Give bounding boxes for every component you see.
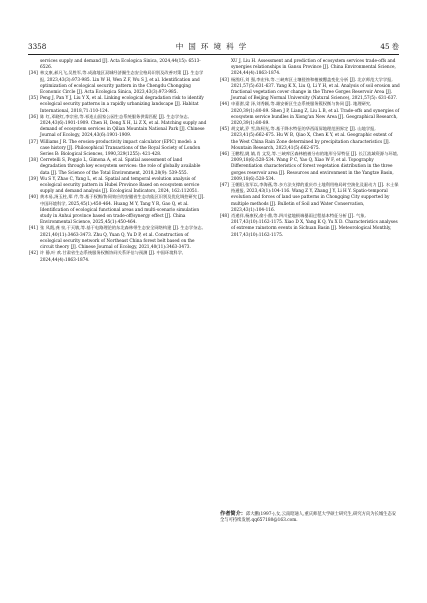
reference-entry [29, 195, 207, 226]
reference-number: [43] [220, 77, 229, 83]
reference-entry [29, 226, 207, 251]
reference-list-left [29, 71, 207, 263]
reference-entry [220, 183, 400, 214]
reference-number: [37] [29, 139, 38, 145]
right-column [220, 59, 400, 239]
page-header [28, 40, 399, 54]
reference-number: [34] [29, 71, 38, 77]
reference-text: 胡文斌,乔 雪,陈柯光,等.基于降水特征的华西雨屏地理范围界定 [J]. 山地学报, 2023,41(5):662-675. Hu W B, Qiao X, Chen K Y, et al. Geographic extent of the West China Rain Zone determined by precipitation characteristics [J]. Mountain Research, 2023,41(5):662-675. [231, 127, 393, 151]
reference-entry [220, 78, 400, 103]
reference-number: [47] [220, 183, 229, 189]
reference-entry [29, 115, 207, 140]
reference-continuation: services supply and demand [J]. Acta Ecologica Sinica, 2024,44(15): 6513-6526. [40, 59, 201, 71]
author-intro-text: 邱大鹏(1997-),女,云南昭通人,重庆师范大学硕士研究生,研究方向为长城生态安全与可持续发展.qq657180@163.com. [220, 512, 397, 524]
volume-label: 45 卷 [380, 42, 399, 51]
reference-text: 陈 红,邓晓红,李宗省,等.祁连山国家公园生态系统服务供需匹配 [J]. 生态学杂志, 2024,43(6):1901-1909. Chen H, Deng X H, Li Z X, et al. Matching supply and demand of ecosystem services in Qilian Mountain National Park [J]. Chinese Journal of Ecology, 2024,43(6):1901-1909. [40, 114, 207, 139]
header-rule [28, 54, 399, 55]
reference-text: 申嘉澍,梁 泽,刘秀颖,等.雄安新区生态系统服务簇权衡与协同 [J]. 地理研究, 2020,39(1):80-89. Shen J P, Liang Z, Liu L B, et al. Trade-offs and synergies of ecosystem service bundles in Xiong'an New Area [J]. Geographical Research, 2020,39(1):80-89. [231, 102, 400, 127]
journal-title: 中国环境科学 [175, 42, 252, 51]
reference-entry [29, 158, 207, 177]
reference-number: [46] [220, 152, 229, 158]
reference-number: [36] [29, 114, 38, 120]
reference-number: [39] [29, 176, 38, 182]
reference-entry [220, 127, 400, 152]
reference-text: 许 静,叶 欢.甘肃省生态系统服务权衡协同关系评估与预测 [J]. 中国环境科学, 2024,44(4):1863-1874. [40, 251, 184, 263]
reference-text: 杨凯旺,刘 强,李宏伟,等.三峡库区土壤侵蚀和植被覆盖变化分析 [J]. 北京师范大学学报, 2021,57(5):631-637. Yang K X, Liu Q, Li Y H, et al. Analysis of soil erosion and fractional vegetation cover change in the Three Gorges Reservoir Area [J]. Journal of Beijing Normal University (Natural Science), 2021,57(5): 631-637. [231, 77, 400, 102]
author-introduction [220, 511, 400, 525]
reference-number: [44] [220, 102, 229, 108]
left-column [29, 59, 207, 264]
reference-continuation: XU J, Liu H. Assessment and prediction of ecosystem services trade-offs and synergies relationships in Gansu Province [J]. China Environmental Science, 2024,44(4):1863-1874. [231, 59, 396, 77]
reference-number: [45] [220, 127, 229, 133]
reference-text: Peng J, Pan Y J, Liu Y X, et al. Linking ecological degradation risk to identify ecological security patterns in a rapidly urbanizing landscape [J]. Habitat International, 2018,71:110-124. [40, 96, 204, 114]
reference-text: 肖递祥,杨康权,俞小鼎,等.四川盆地极端暴雨过程基本特征分析 [J]. 气象, 2017,43(10):1162-1175. Xiao D X, Yang K Q, Yu X D. Characteristics analyses of extreme rainstorm events in Sichuan Basin [J]. Meteorological Monthly, 2017,43(10):1162-1175. [231, 214, 398, 238]
reference-text: 张 凤霞,龚 泉,于天敏,等.基于电路理论的东北森林带生态安全网络构建 [J]. 生态学杂志, 2021,40(11):3463-3473. Zhu Q, Yuan Q, Yu D P, et al. Construction of ecological security network of Northeast China forest belt based on the circuit theory [J]. Chinese Journal of Ecology, 2021,40(11):3463-3473. [40, 226, 204, 251]
reference-text: Cerretelli S, Poggio L, Gimona A, et al. Spatial assessment of land degradation through key ecosystem services: the role of globally available data [J]. The Science of the Total Environment, 2018,28(9): 539-555. [40, 158, 201, 176]
reference-entry [29, 96, 207, 115]
page-number: 3358 [28, 42, 47, 51]
author-intro-label: 作者简介： [220, 511, 246, 517]
reference-text: Wu S Y, Zhao C, Yang L, et al. Spatial and temporal evolution analysis of ecological security pattern in Hubei Province Based on ecosystem service supply and demand analysis [J]. Ecological Indicators, 2024, 162:112051. [40, 176, 200, 195]
reference-text: Williams J R. The erosion-productivity impact calculator (EPIC) model: a case history [J]. Philosophical Transactions of the Royal Society of London Series B: Biological Sciences, 1990,329(1255): 421-428. [40, 139, 201, 158]
reference-entry [29, 140, 207, 159]
reference-number: [42] [29, 251, 38, 257]
reference-text: 王鹏程,姚 婧,肖 文发,等.三峡库区森林植被分布的地形分异特征 [J]. 长江流域资源与环境, 2009,18(6):528-534. Wang P C, Yao Q, Xiao W F, et al. Topography Differentiation characteristics of forest vegetation distribution in the three gorges reservoir area [J]. Resources and environment in the Yangtze Basin, 2009,18(6):528-534. [231, 152, 399, 182]
reference-number: [40] [29, 195, 38, 201]
reference-entry [220, 102, 400, 127]
reference-number: [35] [29, 96, 38, 102]
reference-entry [29, 177, 207, 196]
reference-text: 林文康,郝凡飞,吴胜军,等.成渝地区双城经济圈生态安全格局识别及改善对策 [J]. 生态学报, 2023,43(3):973-985. Lin W H, Wen Z F, Wu S J, et al. Identification and optimization of ecological security pattern in the Chengdu Chongqing Economic Circle [J]. Acta Ecologica Sinica, 2023,43(3):973-985. [40, 71, 204, 96]
reference-entry [29, 251, 207, 263]
reference-number: [41] [29, 226, 38, 232]
reference-number: [38] [29, 158, 38, 164]
reference-entry [220, 152, 400, 183]
reference-list-right [220, 78, 400, 239]
reference-entry [220, 214, 400, 239]
reference-entry [29, 71, 207, 96]
reference-number: [48] [220, 214, 229, 220]
reference-text: 黄木易,汤玉柱,郑 芹,等.基于权衡/协同效应的安徽省生态功能区识别及优化调控研究 [J]. 中国环境科学, 2025,45(1):450-464. Huang M Y, Tang Y R, Gao Q, et al. Identification of ecological functional areas and multi-scenario simulation study in Anhui province based on trade-off/synergy effect [J]. China Environmental Science, 2025,45(1):450-464. [40, 195, 205, 226]
reference-text: 王朝阳,张军以,李海燕,等.多方法支撑的重庆市土地利用格局时空演化及驱动力 [J]. 水土保持通报, 2023,43(1):104-116. Wang Z Y, Zhang J Y, Li H Y. Spatio-temporal evolution and forces of land use patterns in Chongqing City supported by multiple methods [J]. Bulletin of Soil and Water Conservation, 2023,43(1):104-116. [231, 183, 399, 213]
